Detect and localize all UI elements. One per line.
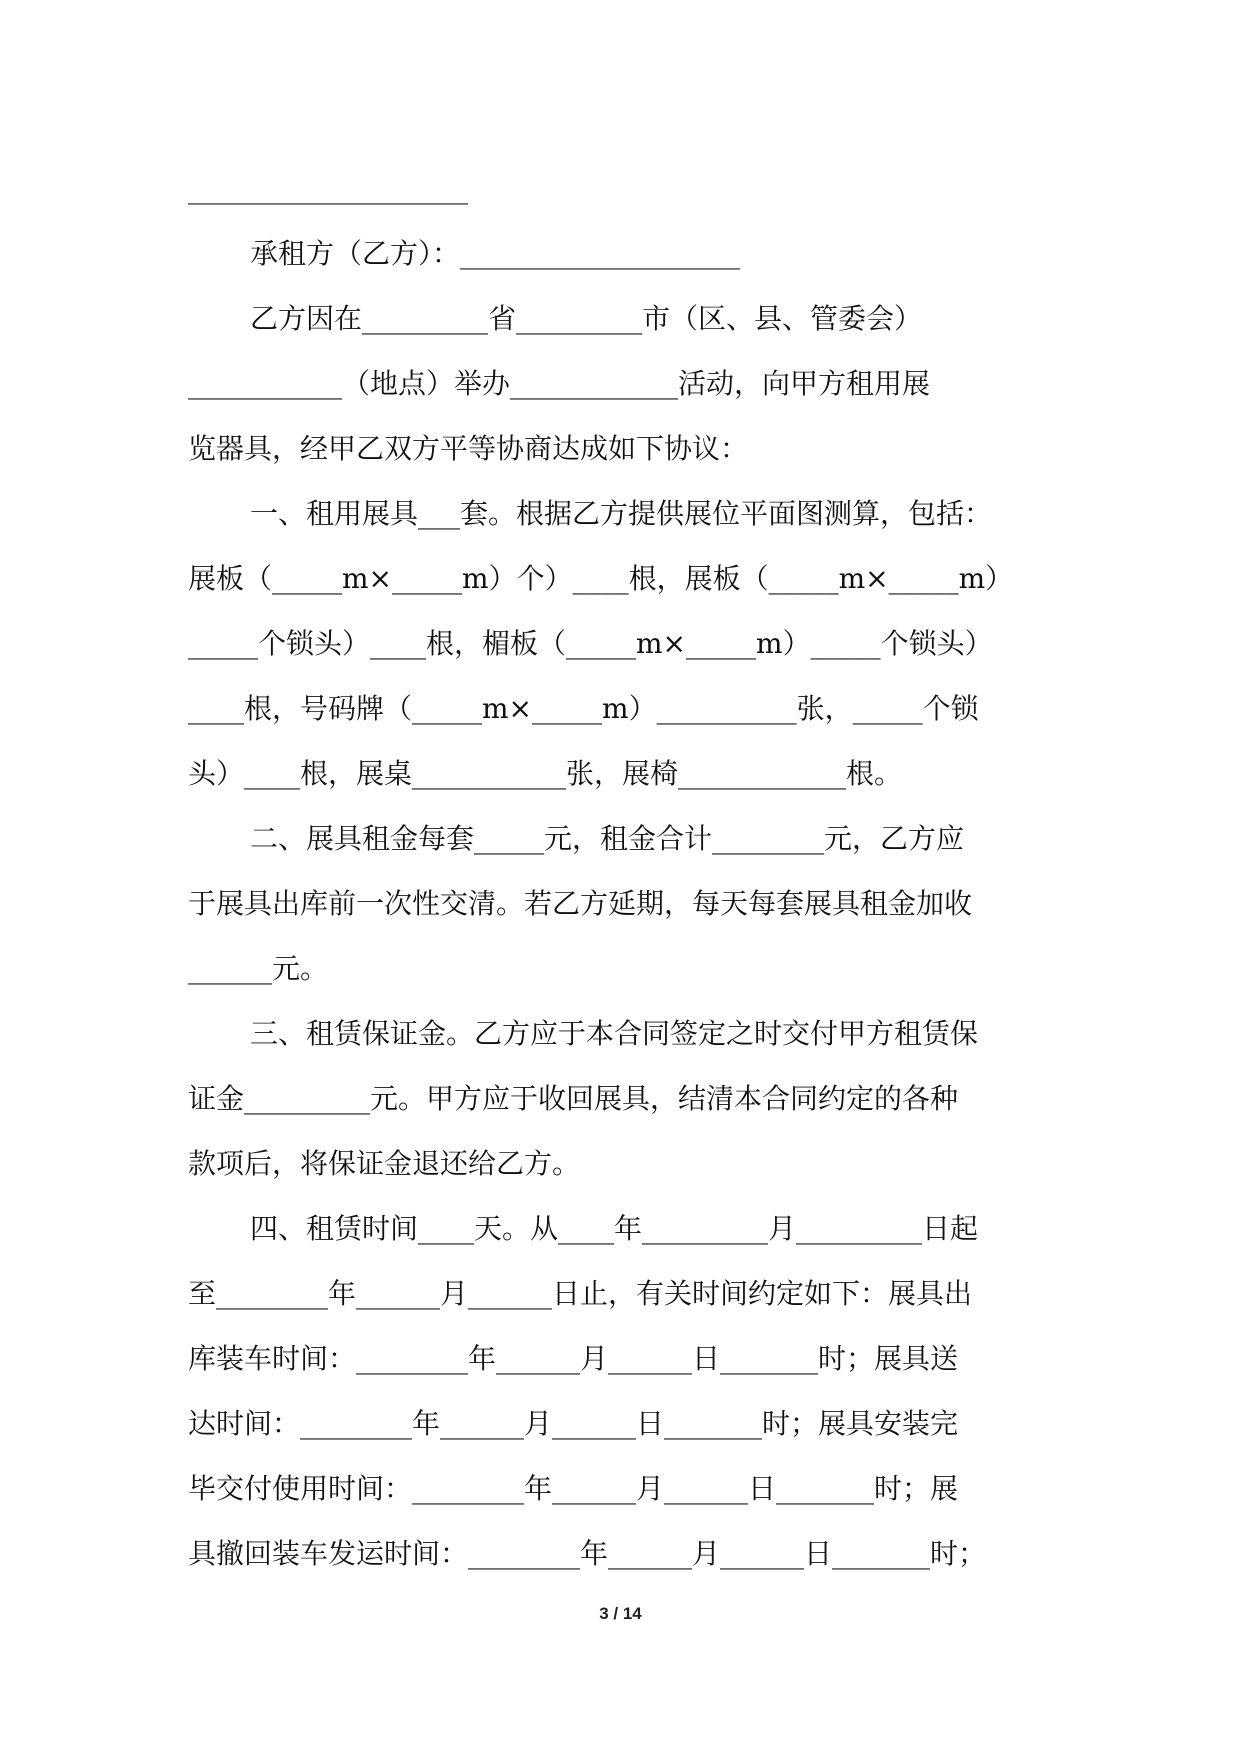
clause-4-line: 达时间：________年______月______日_______时；展具安装完 [188, 1407, 959, 1440]
paragraph-line: ___________（地点）举办____________活动，向甲方租用展 [188, 367, 931, 400]
clause-1-line: 展板（_____m×_____m）个）____根，展板（_____m×_____m） [188, 562, 1014, 595]
clause-3-line: 三、租赁保证金。乙方应于本合同签定之时交付甲方租赁保 [250, 1017, 979, 1050]
clause-1-line: 头）____根，展桌___________张，展椅____________根。 [188, 757, 903, 790]
clause-1-line: ____根，号码牌（_____m×_____m）__________张，_____个锁 [188, 692, 979, 725]
clause-4-line: 至________年______月______日止，有关时间约定如下：展具出 [188, 1277, 973, 1310]
clause-2-line: ______元。 [188, 952, 329, 985]
paragraph-line: 览器具，经甲乙双方平等协商达成如下协议： [188, 432, 749, 465]
lessee-line: 承租方（乙方）：____________________ [250, 237, 741, 270]
contract-body [188, 156, 1058, 1586]
clause-4-line: 库装车时间：________年______月______日_______时；展具送 [188, 1342, 959, 1375]
clause-2-line: 二、展具租金每套_____元，租金合计________元，乙方应 [250, 822, 965, 855]
paragraph-line: 乙方因在_________省_________市（区、县、管委会） [250, 302, 923, 335]
clause-4-line: 具撤回装车发运时间：________年______月______日_______时； [188, 1537, 987, 1570]
clause-3-line: 证金_________元。甲方应于收回展具，结清本合同约定的各种 [188, 1082, 959, 1115]
page-number: 3 / 14 [599, 1604, 642, 1623]
clause-1-line: 一、租用展具___套。根据乙方提供展位平面图测算，包括： [250, 497, 993, 530]
clause-4-line: 毕交付使用时间：________年______月______日_______时；展 [188, 1472, 959, 1505]
clause-1-line: _____个锁头）____根，楣板（_____m×_____m）_____个锁头） [188, 627, 993, 660]
clause-4-line: 四、租赁时间____天。从____年_________月_________日起 [250, 1212, 979, 1245]
clause-3-line: 款项后，将保证金退还给乙方。 [188, 1147, 581, 1180]
clause-2-line: 于展具出库前一次性交清。若乙方延期，每天每套展具租金加收 [188, 887, 973, 920]
signature-blank-line: ____________________ [188, 172, 468, 205]
